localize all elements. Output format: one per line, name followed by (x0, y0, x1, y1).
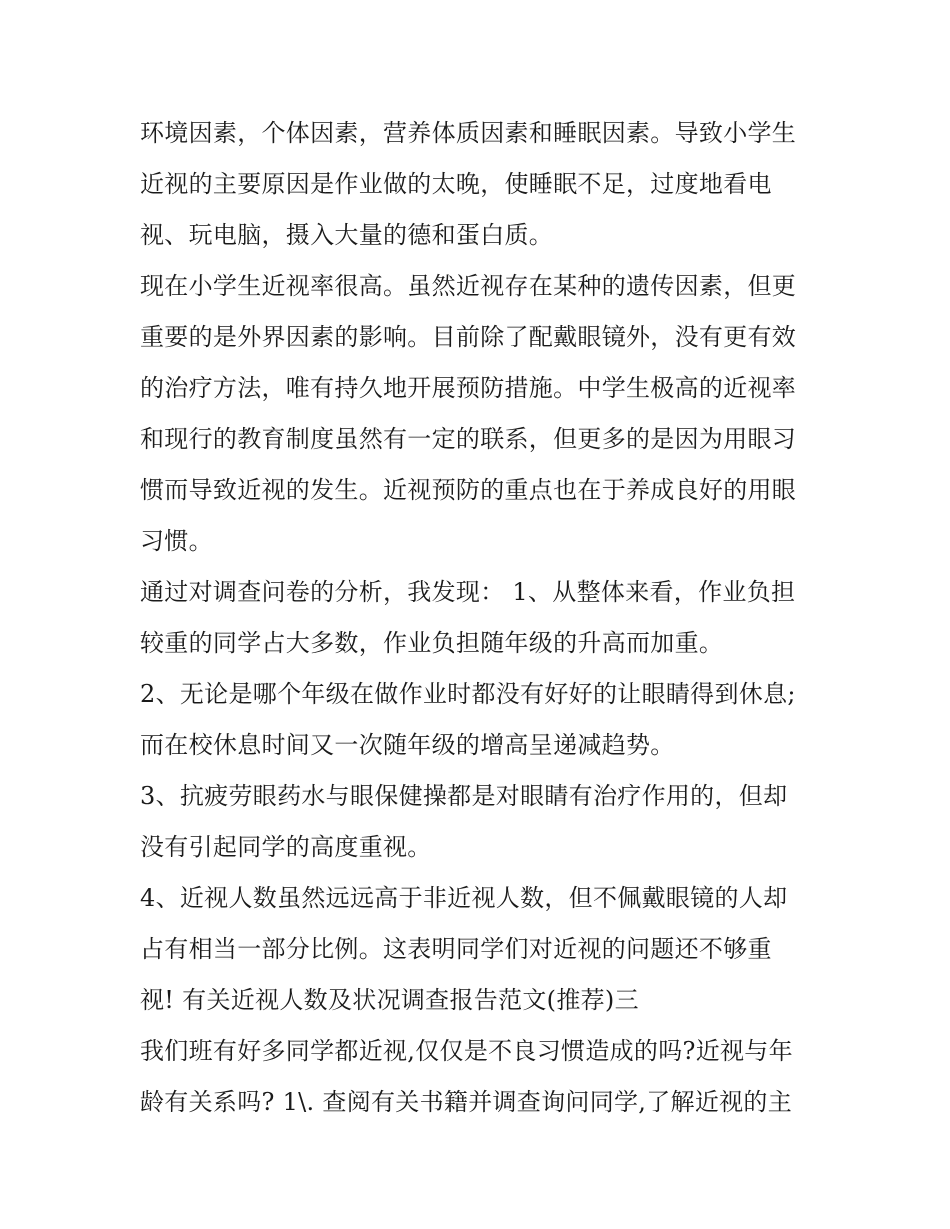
text-line: 通过对调查问卷的分析，我发现： 1、从整体来看，作业负担 (140, 578, 796, 606)
text-line: 近视的主要原因是作业做的太晚，使睡眠不足，过度地看电 (140, 170, 772, 198)
text-line: 重要的是外界因素的影响。目前除了配戴眼镜外，没有更有效 (140, 323, 797, 351)
text-line: 没有引起同学的高度重视。 (140, 833, 432, 861)
text-line: 占有相当一部分比例。这表明同学们对近视的问题还不够重 (140, 935, 772, 963)
text-line: 视、玩电脑，摄入大量的德和蛋白质。 (140, 221, 554, 249)
text-line: 我们班有好多同学都近视,仅仅是不良习惯造成的吗?近视与年 (140, 1037, 793, 1065)
document-body (140, 108, 820, 1128)
text-line: 而在校休息时间又一次随年级的增高呈递减趋势。 (140, 731, 675, 759)
text-line: 4、近视人数虽然远远高于非近视人数，但不佩戴眼镜的人却 (140, 884, 788, 912)
text-line: 3、抗疲劳眼药水与眼保健操都是对眼睛有治疗作用的，但却 (140, 782, 788, 810)
text-line: 较重的同学占大多数，作业负担随年级的升高而加重。 (140, 629, 724, 657)
text-line: 2、无论是哪个年级在做作业时都没有好好的让眼睛得到休息; (140, 680, 796, 708)
text-line: 现在小学生近视率很高。虽然近视存在某种的遗传因素，但更 (140, 272, 797, 300)
text-line: 惯而导致近视的发生。近视预防的重点也在于养成良好的用眼 (140, 476, 797, 504)
text-line: 的治疗方法，唯有持久地开展预防措施。中学生极高的近视率 (140, 374, 797, 402)
text-line: 习惯。 (140, 527, 213, 555)
text-line: 环境因素，个体因素，营养体质因素和睡眠因素。导致小学生 (140, 119, 797, 147)
text-line: 龄有关系吗? 1\. 查阅有关书籍并调查询问同学,了解近视的主 (140, 1088, 793, 1116)
text-line: 视! 有关近视人数及状况调查报告范文(推荐)三 (140, 986, 639, 1014)
text-line: 和现行的教育制度虽然有一定的联系，但更多的是因为用眼习 (140, 425, 797, 453)
